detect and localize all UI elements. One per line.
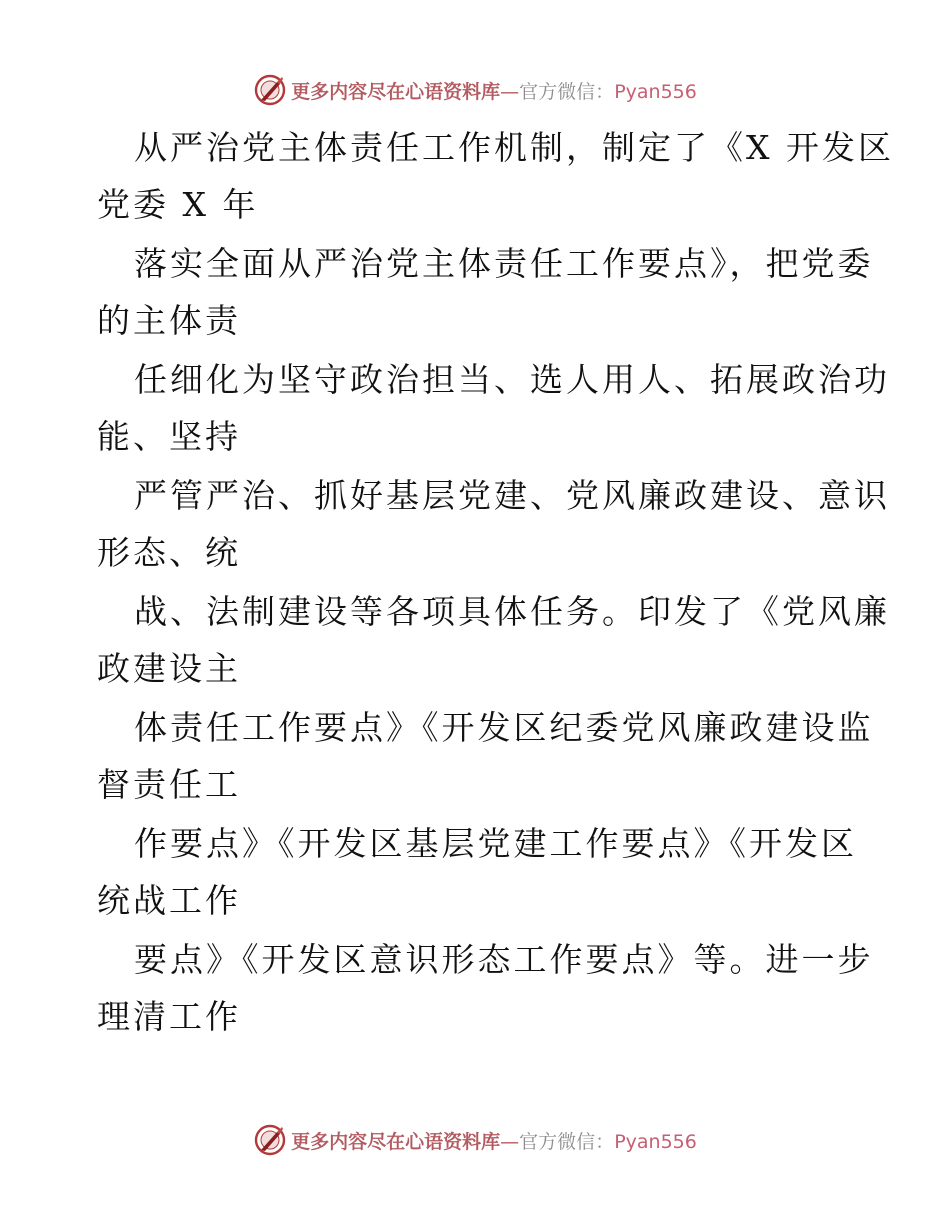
banner-handle: Pyan556 <box>614 1130 697 1153</box>
body-line: 严管严治、抓好基层党建、党风廉政建设、意识 <box>134 476 890 515</box>
body-line: 作要点》《开发区基层党建工作要点》《开发区 <box>134 824 857 863</box>
banner-official-label: 官方微信： <box>519 80 615 103</box>
body-line: 政建设主 <box>97 649 241 688</box>
body-line: 统战工作 <box>97 881 241 920</box>
banner-text <box>291 1127 697 1154</box>
banner-text <box>291 77 697 104</box>
body-line: 体责任工作要点》《开发区纪委党风廉政建设监 <box>134 708 874 747</box>
body-line: 战、法制建设等各项具体任务。印发了《党风廉 <box>134 592 890 631</box>
body-line: 党委 X 年 <box>97 185 259 224</box>
quill-seal-icon <box>253 73 287 107</box>
header-banner <box>0 70 950 110</box>
banner-handle: Pyan556 <box>614 80 697 103</box>
quill-seal-icon <box>253 1123 287 1157</box>
banner-official-label: 官方微信： <box>519 1130 615 1153</box>
footer-banner <box>0 1120 950 1160</box>
body-line: 的主体责 <box>97 301 241 340</box>
body-line: 任细化为坚守政治担当、选人用人、拓展政治功 <box>134 360 890 399</box>
banner-dash: — <box>500 1130 520 1153</box>
banner-dash: — <box>500 80 520 103</box>
body-line: 从严治党主体责任工作机制，制定了《X 开发区 <box>134 128 894 167</box>
body-line: 落实全面从严治党主体责任工作要点》，把党委 <box>134 244 874 283</box>
banner-brand: 更多内容尽在心语资料库 <box>291 80 501 103</box>
body-line: 督责任工 <box>97 765 241 804</box>
body-line: 形态、统 <box>97 533 241 572</box>
body-line: 能、坚持 <box>97 417 241 456</box>
banner-brand: 更多内容尽在心语资料库 <box>291 1130 501 1153</box>
body-line: 要点》《开发区意识形态工作要点》等。进一步 <box>134 940 874 979</box>
body-line: 理清工作 <box>97 997 241 1036</box>
